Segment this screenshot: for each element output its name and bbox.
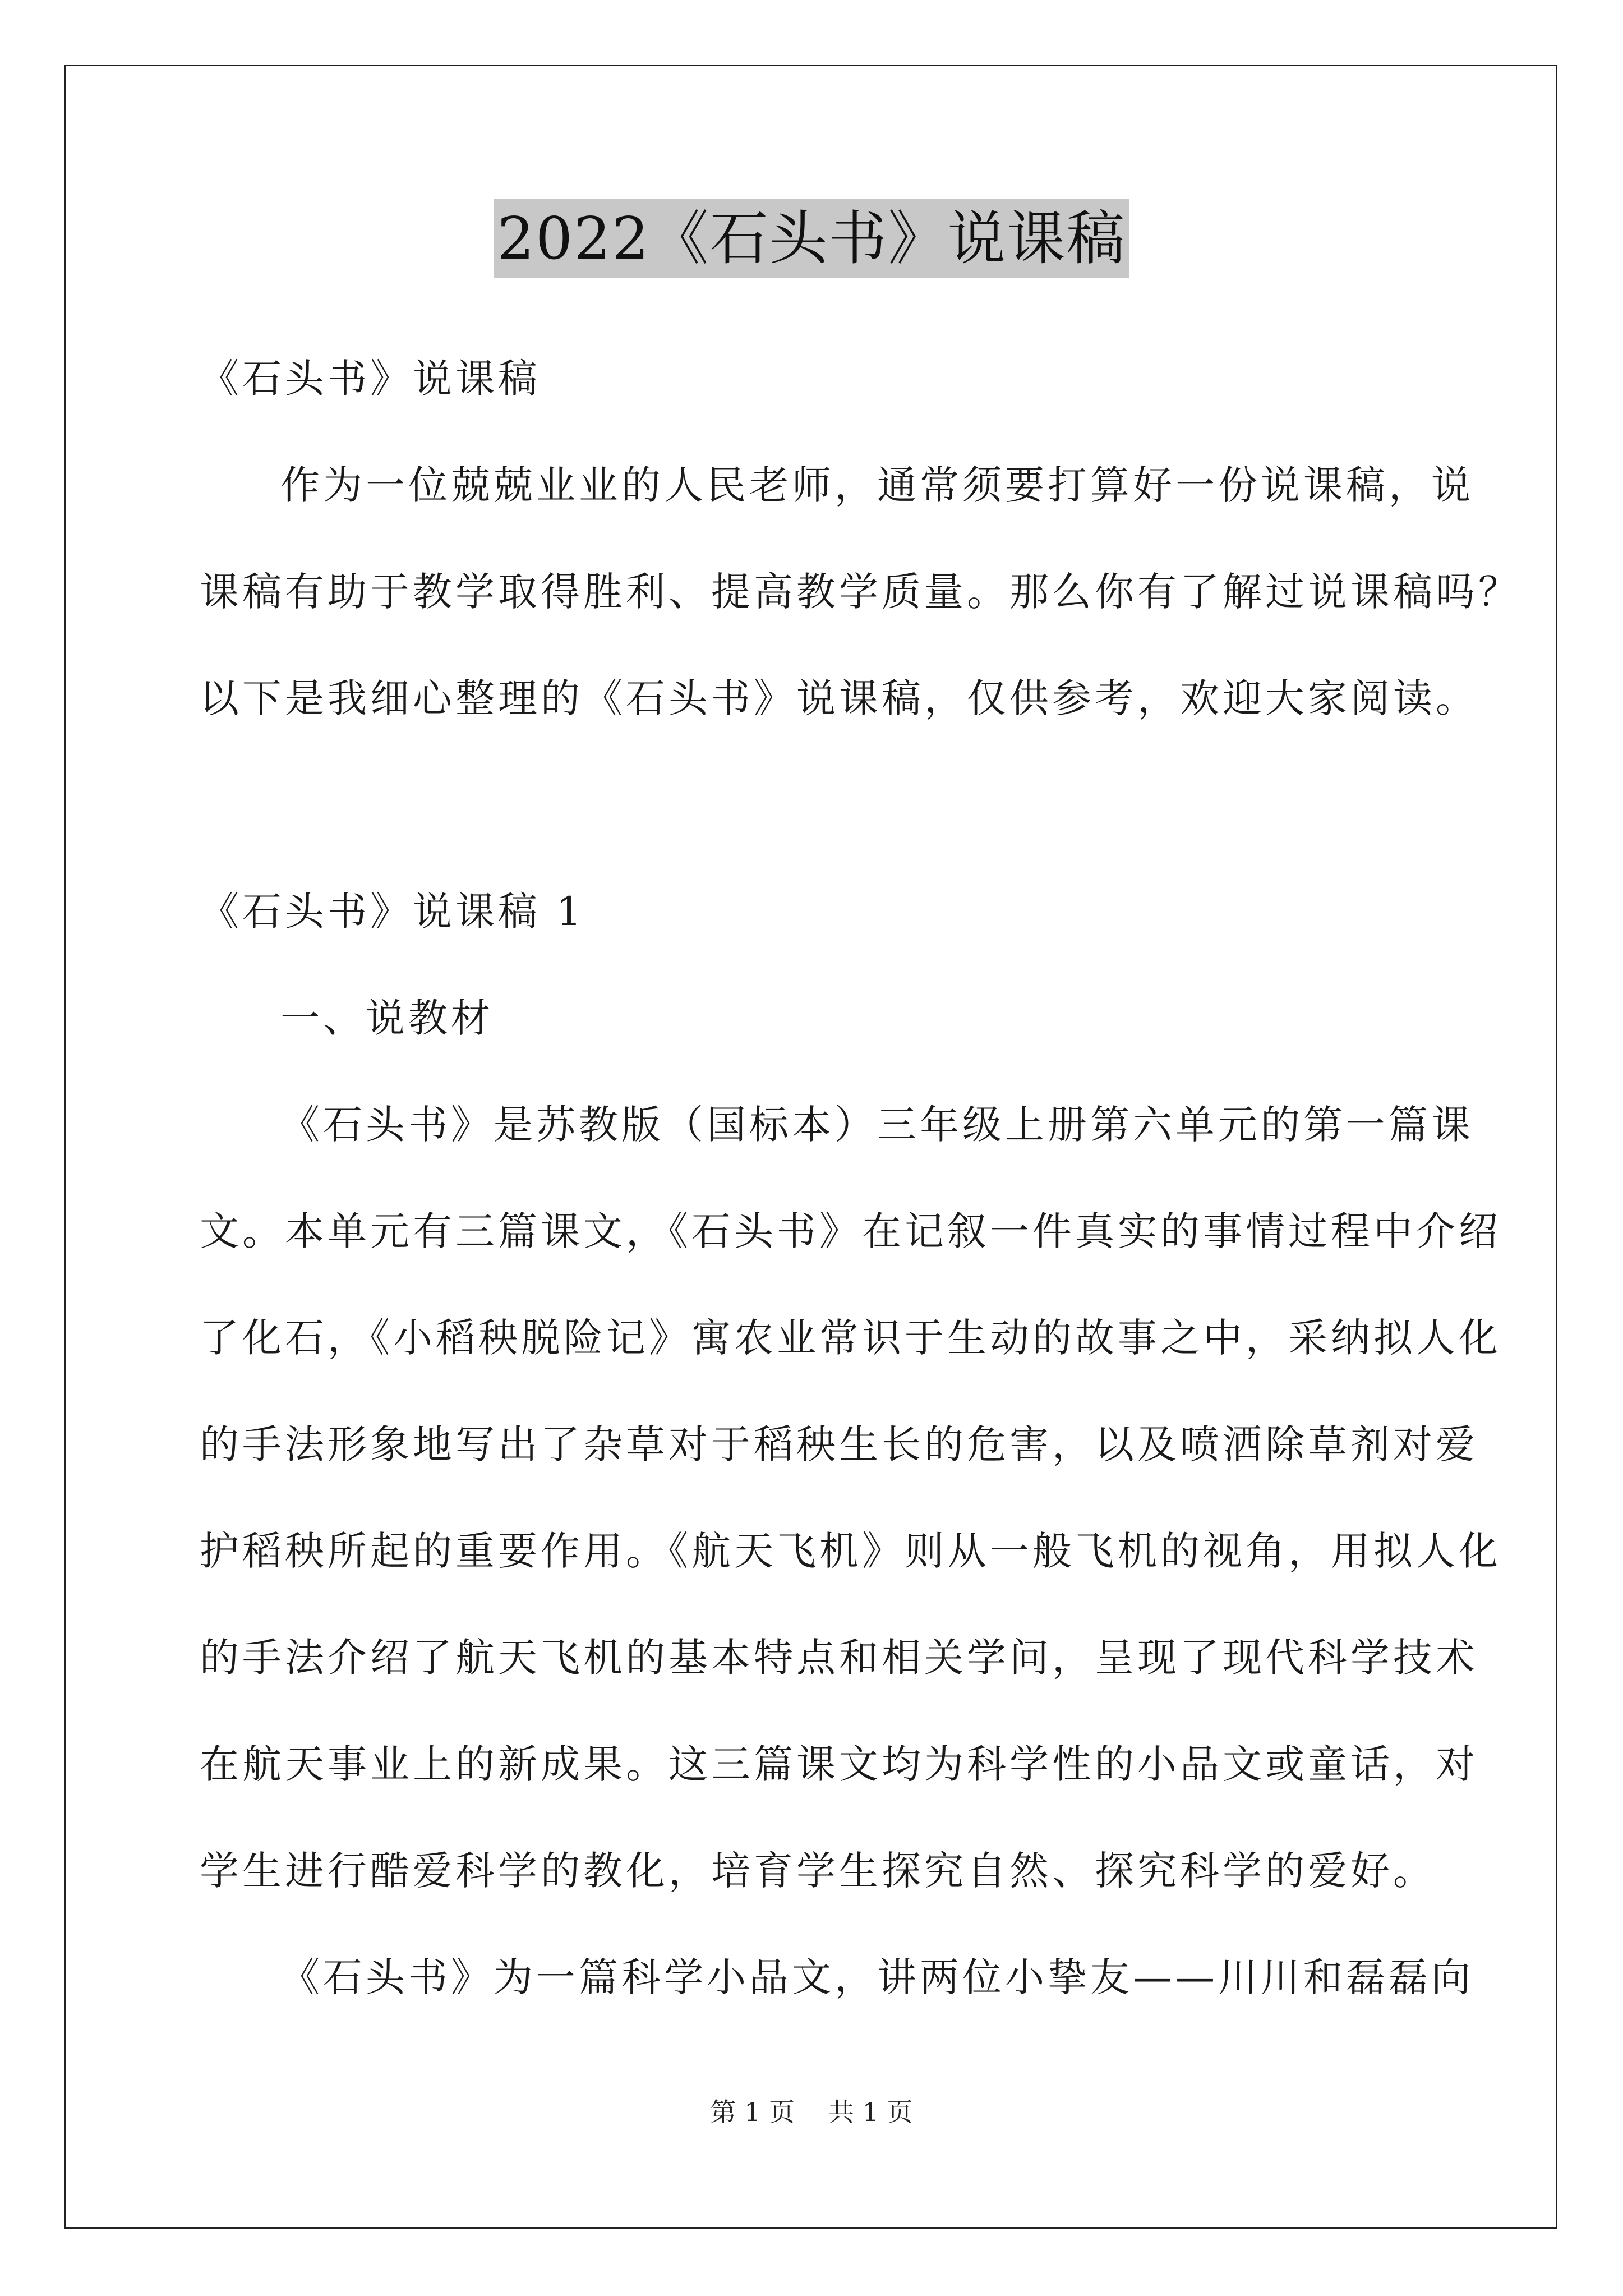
document-subtitle: 《石头书》说课稿 bbox=[200, 356, 541, 402]
paragraph-line: 的手法形象地写出了杂草对于稻秧生长的危害，以及喷洒除草剂对爱 bbox=[200, 1421, 1478, 1467]
paragraph-line: 学生进行酷爱科学的教化，培育学生探究自然、探究科学的爱好。 bbox=[200, 1848, 1436, 1894]
paragraph-line: 的手法介绍了航天飞机的基本特点和相关学问，呈现了现代科学技术 bbox=[200, 1635, 1478, 1681]
intro-line: 作为一位兢兢业业的人民老师，通常须要打算好一份说课稿，说 bbox=[280, 462, 1474, 508]
section-title: 《石头书》说课稿 1 bbox=[200, 889, 585, 935]
section-heading: 一、说教材 bbox=[280, 995, 494, 1041]
paragraph-line: 《石头书》为一篇科学小品文，讲两位小挚友——川川和磊磊向 bbox=[280, 1954, 1474, 2000]
paragraph-line: 了化石，《小稻秧脱险记》寓农业常识于生动的故事之中，采纳拟人化 bbox=[200, 1315, 1501, 1361]
page-footer bbox=[0, 2095, 1623, 2129]
paragraph-line: 护稻秧所起的重要作用。《航天飞机》则从一般飞机的视角，用拟人化 bbox=[200, 1528, 1501, 1574]
paragraph-line: 《石头书》是苏教版（国标本）三年级上册第六单元的第一篇课 bbox=[280, 1102, 1474, 1148]
paragraph-line: 文。本单元有三篇课文，《石头书》在记叙一件真实的事情过程中介绍 bbox=[200, 1208, 1501, 1254]
intro-line: 课稿有助于教学取得胜利、提高教学质量。那么你有了解过说课稿吗？ bbox=[200, 569, 1521, 615]
intro-line: 以下是我细心整理的《石头书》说课稿，仅供参考，欢迎大家阅读。 bbox=[200, 675, 1478, 721]
paragraph-line: 在航天事业上的新成果。这三篇课文均为科学性的小品文或童话，对 bbox=[200, 1741, 1478, 1787]
document-title: 2022《石头书》说课稿 bbox=[494, 199, 1129, 278]
page-number: 第 1 页 bbox=[710, 2097, 795, 2127]
page-total: 共 1 页 bbox=[828, 2097, 913, 2127]
title-container bbox=[0, 199, 1623, 278]
